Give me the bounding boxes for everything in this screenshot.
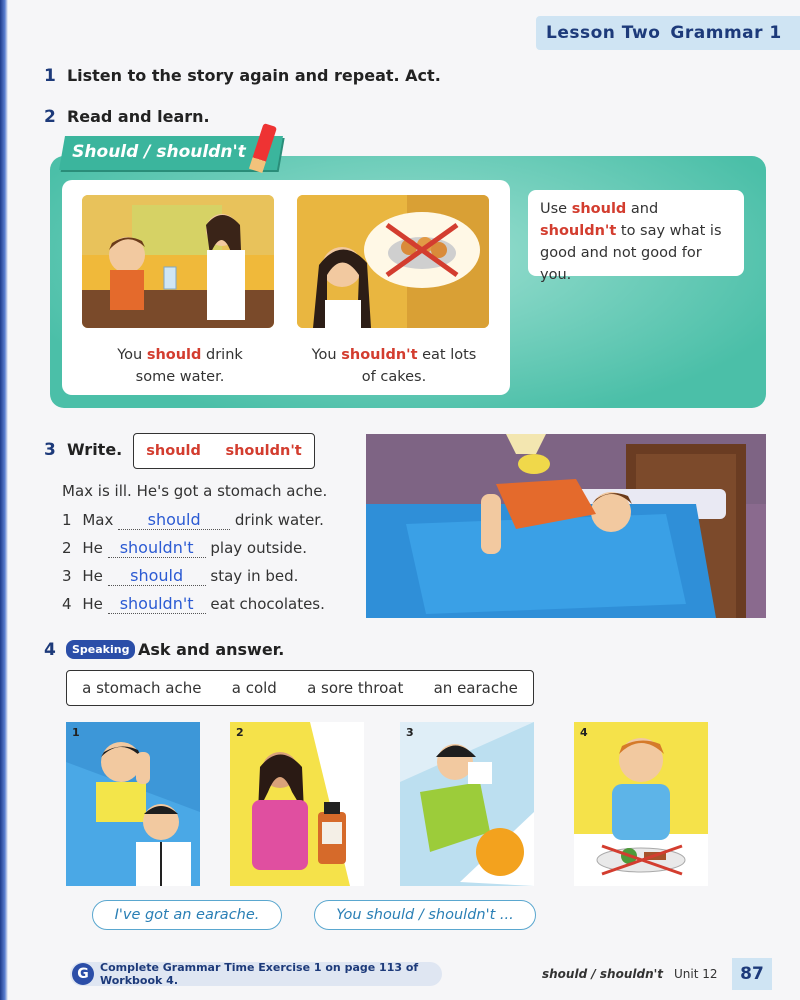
exercise-number: 3 [44,440,56,460]
note-text: and [626,201,659,217]
answer-line-3 [62,566,298,586]
footer-topic: should / shouldn't [542,967,664,981]
caption-text: drink [201,347,243,363]
line-subject: He [82,539,103,557]
caption-text: You [117,347,147,363]
options-box [66,670,534,706]
line-subject: He [82,567,103,585]
word-option: should [146,443,201,459]
illustration-max-in-bed [366,434,766,618]
picture-sore-throat [230,722,364,886]
option-earache: an earache [433,679,518,697]
line-rest: play outside. [210,539,307,557]
option-stomach-ache: a stomach ache [82,679,202,697]
line-number: 2 [62,539,72,557]
grammar-tab-label: Should / shouldn't [72,142,246,162]
line-subject: Max [82,511,114,529]
answer-blank[interactable]: shouldn't [108,538,206,558]
section-label: Grammar 1 [670,23,782,43]
exercise-intro: Max is ill. He's got a stomach ache. [62,482,328,500]
caption-text: some water. [135,369,225,385]
answer-line-2 [62,538,307,558]
picture-number: 3 [406,726,414,739]
lesson-header [536,16,800,50]
page-number: 87 [732,958,772,990]
option-sore-throat: a sore throat [307,679,404,697]
exercise-instruction: Read and learn. [66,107,210,126]
caption-keyword: shouldn't [341,347,418,363]
exercise-instruction: Listen to the story again and repeat. Act. [66,66,441,85]
grammar-time-icon: G [72,963,94,985]
answer-blank[interactable]: should [108,566,206,586]
picture-stomach-ache [574,722,708,886]
word-box [133,433,315,469]
speech-bubble-2: You should / shouldn't ... [314,900,536,930]
word-option: shouldn't [225,443,302,459]
answer-blank[interactable]: shouldn't [108,594,206,614]
lesson-label: Lesson Two [546,23,661,43]
answer-line-1 [62,510,324,530]
exercise-number: 2 [44,107,56,127]
answer-line-4 [62,594,325,614]
caption-should [84,344,276,388]
caption-keyword: should [146,347,202,363]
exercise-instruction: Ask and answer. [138,640,285,659]
grammar-note [528,190,744,283]
illustration-girl-cakes [297,195,489,328]
note-text: Use [540,201,572,217]
picture-cold [400,722,534,886]
note-text: to say what is good and not good for you. [540,223,722,283]
line-number: 4 [62,595,72,613]
footer-unit: Unit 12 [674,967,718,981]
line-number: 3 [62,567,72,585]
option-cold: a cold [231,679,277,697]
exercise-instruction: Write. [66,440,123,459]
exercise-4-number [44,640,56,660]
caption-text: of cakes. [361,369,427,385]
exercise-2 [44,107,210,127]
line-rest: drink water. [234,511,324,529]
line-rest: stay in bed. [210,567,299,585]
picture-number: 1 [72,726,80,739]
illustration-boy-water [82,195,274,328]
footer-workbook-note: Complete Grammar Time Exercise 1 on page 113 of Workbook 4. [70,962,442,986]
caption-text: eat lots [417,347,477,363]
caption-shouldnt [294,344,494,388]
line-subject: He [82,595,103,613]
book-spine [0,0,8,1000]
note-keyword: shouldn't [540,223,617,239]
answer-blank[interactable]: should [118,510,230,530]
note-keyword: should [571,201,627,217]
exercise-3 [44,440,122,460]
caption-text: You [311,347,342,363]
exercise-number: 4 [44,640,56,660]
exercise-1 [44,66,441,86]
exercise-number: 1 [44,66,56,86]
speech-bubble-1: I've got an earache. [92,900,282,930]
line-number: 1 [62,511,72,529]
speaking-badge: Speaking [66,640,135,659]
picture-earache [66,722,200,886]
picture-number: 2 [236,726,244,739]
line-rest: eat chocolates. [210,595,325,613]
picture-number: 4 [580,726,588,739]
